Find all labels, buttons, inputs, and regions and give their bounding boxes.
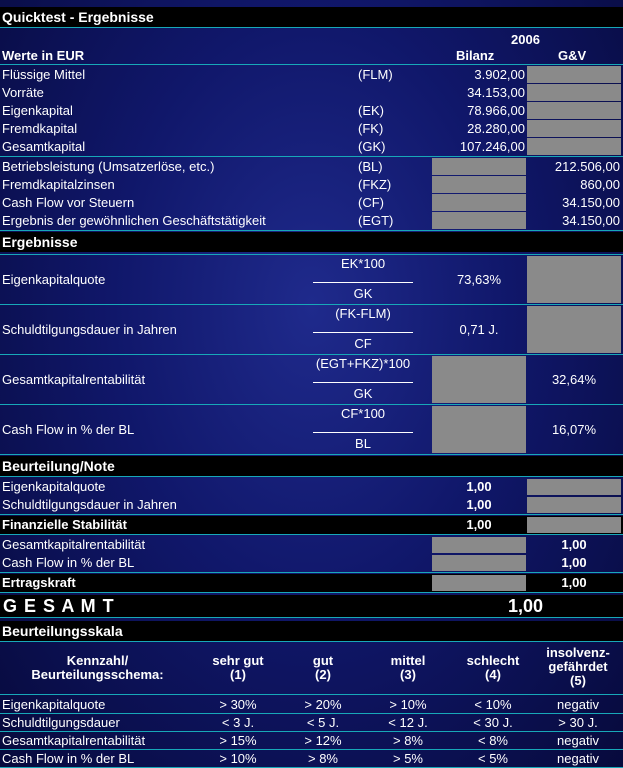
row-label: Flüssige Mittel: [2, 67, 86, 82]
divider: [0, 254, 623, 255]
col-bilanz-header: Bilanz: [456, 48, 495, 63]
skala-header-line: (3): [400, 667, 416, 682]
skala-value: > 5%: [393, 751, 423, 766]
divider: [0, 592, 623, 593]
skala-header-line: sehr gut: [212, 653, 264, 668]
row-label: Finanzielle Stabilität: [2, 517, 127, 532]
guv-value: 34.150,00: [562, 195, 620, 210]
empty-cell: [432, 356, 526, 403]
skala-value: < 8%: [478, 733, 508, 748]
bilanz-grade: 1,00: [466, 479, 492, 494]
section-header-ergebnisse: [0, 232, 623, 252]
metric-label: Gesamtkapitalrentabilität: [2, 372, 146, 387]
section-header-beurteilung: [0, 456, 623, 476]
row-label: Betriebsleistung (Umsatzerlöse, etc.): [2, 159, 215, 174]
skala-value: < 3 J.: [221, 715, 255, 730]
formula-numerator: (EGT+FKZ)*100: [315, 356, 411, 371]
werte-label: Werte in EUR: [2, 48, 85, 63]
skala-header-line: mittel: [390, 653, 426, 668]
table-row: [0, 102, 623, 120]
divider: [0, 694, 623, 695]
skala-value: > 8%: [393, 733, 423, 748]
empty-cell: [527, 256, 621, 303]
formula: [313, 406, 413, 452]
skala-head-label: [30, 654, 165, 682]
table-row: [0, 176, 623, 194]
skala-value: > 30%: [219, 697, 257, 712]
col-guv-header: G&V: [558, 48, 587, 63]
divider: [0, 534, 623, 535]
bilanz-grade: 1,00: [466, 517, 492, 532]
divider: [0, 27, 623, 28]
skala-column-header: [193, 654, 283, 682]
table-row: [0, 194, 623, 212]
guv-grade: 1,00: [561, 575, 587, 590]
skala-header-line: (5): [570, 673, 586, 688]
table-row: [0, 158, 623, 176]
fraction-bar: [313, 332, 413, 333]
divider: [0, 731, 623, 732]
fraction-bar: [313, 282, 413, 283]
guv-grade: 1,00: [561, 537, 587, 552]
skala-header-line: gut: [312, 653, 334, 668]
formula-numerator: EK*100: [340, 256, 386, 271]
formula: [313, 356, 413, 402]
row-label: Cash Flow vor Steuern: [2, 195, 135, 210]
row-label: Ergebnis der gewöhnlichen Geschäftstätigkeit: [2, 213, 266, 228]
row-label: Fremdkapitalzinsen: [2, 177, 115, 192]
section-title: Beurteilungsskala: [2, 623, 123, 639]
skala-header-line: (1): [230, 667, 246, 682]
skala-column-header: [533, 646, 623, 688]
formula-denominator: BL: [355, 436, 371, 451]
empty-cell: [432, 406, 526, 453]
skala-header-line: gefährdet: [548, 659, 608, 674]
fraction-bar: [313, 432, 413, 433]
formula-denominator: GK: [353, 286, 373, 301]
section-header-quicktest: [0, 7, 623, 27]
top-cutoff-text: [0, 0, 623, 5]
bilanz-grade: 1,00: [466, 497, 492, 512]
skala-value: negativ: [557, 697, 599, 712]
divider: [0, 404, 623, 405]
row-abbreviation: (EGT): [358, 213, 394, 228]
skala-row-label: Gesamtkapitalrentabilität: [2, 733, 146, 748]
divider: [0, 641, 623, 642]
guv-value: 860,00: [580, 177, 620, 192]
formula: [313, 306, 413, 352]
skala-header-line: insolvenz-: [546, 645, 610, 660]
row-label: Schuldtilgungsdauer in Jahren: [2, 497, 177, 512]
bilanz-value: 107.246,00: [459, 139, 525, 154]
skala-head-line: Kennzahl/: [66, 653, 129, 668]
skala-header-line: (4): [485, 667, 501, 682]
table-row: [0, 478, 623, 496]
table-row: [0, 536, 623, 554]
skala-value: > 15%: [219, 733, 257, 748]
guv-value: 212.506,00: [554, 159, 620, 174]
skala-value: < 10%: [474, 697, 512, 712]
metric-label: Eigenkapitalquote: [2, 272, 106, 287]
metric-label: Cash Flow in % der BL: [2, 422, 135, 437]
skala-column-header: [363, 654, 453, 682]
bilanz-value: 34.153,00: [467, 85, 525, 100]
skala-value: < 5 J.: [306, 715, 340, 730]
row-abbreviation: (GK): [358, 139, 386, 154]
divider: [0, 156, 623, 157]
table-row: [0, 516, 623, 534]
row-label: Fremdkapital: [2, 121, 78, 136]
skala-value: > 20%: [304, 697, 342, 712]
divider: [0, 454, 623, 455]
skala-header-line: (2): [315, 667, 331, 682]
skala-row-label: Schuldtilgungsdauer: [2, 715, 120, 730]
row-label: Eigenkapital: [2, 103, 73, 118]
skala-value: > 10%: [219, 751, 257, 766]
skala-row-label: Eigenkapitalquote: [2, 697, 106, 712]
metric-label: Schuldtilgungsdauer in Jahren: [2, 322, 177, 337]
table-row: [0, 574, 623, 592]
skala-row-label: Cash Flow in % der BL: [2, 751, 135, 766]
section-title: Ergebnisse: [2, 234, 78, 250]
skala-value: < 30 J.: [473, 715, 513, 730]
skala-value: > 30 J.: [558, 715, 598, 730]
skala-header-line: schlecht: [466, 653, 520, 668]
divider: [0, 749, 623, 750]
bilanz-value: 3.902,00: [474, 67, 525, 82]
skala-value: > 12%: [304, 733, 342, 748]
skala-value: > 10%: [389, 697, 427, 712]
row-abbreviation: (FLM): [358, 67, 393, 82]
table-row: [0, 212, 623, 230]
fraction-bar: [313, 382, 413, 383]
row-abbreviation: (BL): [358, 159, 383, 174]
row-label: Cash Flow in % der BL: [2, 555, 135, 570]
guv-result: 16,07%: [551, 422, 597, 437]
skala-value: negativ: [557, 751, 599, 766]
row-label: Vorräte: [2, 85, 44, 100]
gesamt-label: G E S A M T: [3, 596, 115, 616]
skala-value: negativ: [557, 733, 599, 748]
divider: [0, 713, 623, 714]
divider: [0, 64, 623, 65]
formula-denominator: GK: [353, 386, 373, 401]
table-row: [0, 84, 623, 102]
row-label: Gesamtkapital: [2, 139, 86, 154]
row-label: Ertragskraft: [2, 575, 76, 590]
divider: [0, 476, 623, 477]
row-label: Eigenkapitalquote: [2, 479, 106, 494]
row-abbreviation: (FKZ): [358, 177, 392, 192]
row-abbreviation: (FK): [358, 121, 384, 136]
empty-cell: [527, 306, 621, 353]
bilanz-result: 73,63%: [456, 272, 502, 287]
gesamt-value: 1,00: [508, 596, 544, 616]
row-label: Gesamtkapitalrentabilität: [2, 537, 146, 552]
guv-result: 32,64%: [551, 372, 597, 387]
table-row: [0, 496, 623, 514]
divider: [0, 572, 623, 573]
page-title: Quicktest - Ergebnisse: [2, 9, 154, 25]
divider: [0, 304, 623, 305]
divider: [0, 354, 623, 355]
divider: [0, 617, 623, 618]
year-label: 2006: [511, 32, 540, 47]
skala-value: < 12 J.: [388, 715, 428, 730]
formula: [313, 256, 413, 302]
row-abbreviation: (CF): [358, 195, 384, 210]
skala-column-header: [278, 654, 368, 682]
guv-grade: 1,00: [561, 555, 587, 570]
guv-value: 34.150,00: [562, 213, 620, 228]
skala-value: > 8%: [308, 751, 338, 766]
bilanz-value: 28.280,00: [467, 121, 525, 136]
skala-value: < 5%: [478, 751, 508, 766]
formula-numerator: CF*100: [340, 406, 386, 421]
table-row: [0, 66, 623, 84]
table-row: [0, 138, 623, 156]
section-header-skala: [0, 621, 623, 641]
bilanz-value: 78.966,00: [467, 103, 525, 118]
bilanz-result: 0,71 J.: [459, 322, 499, 337]
skala-column-header: [448, 654, 538, 682]
table-row: [0, 554, 623, 572]
row-abbreviation: (EK): [358, 103, 384, 118]
formula-denominator: CF: [354, 336, 372, 351]
divider: [0, 230, 623, 231]
table-row: [0, 120, 623, 138]
skala-head-line: Beurteilungsschema:: [31, 667, 164, 682]
formula-numerator: (FK-FLM): [335, 306, 391, 321]
section-title: Beurteilung/Note: [2, 458, 115, 474]
divider: [0, 514, 623, 515]
